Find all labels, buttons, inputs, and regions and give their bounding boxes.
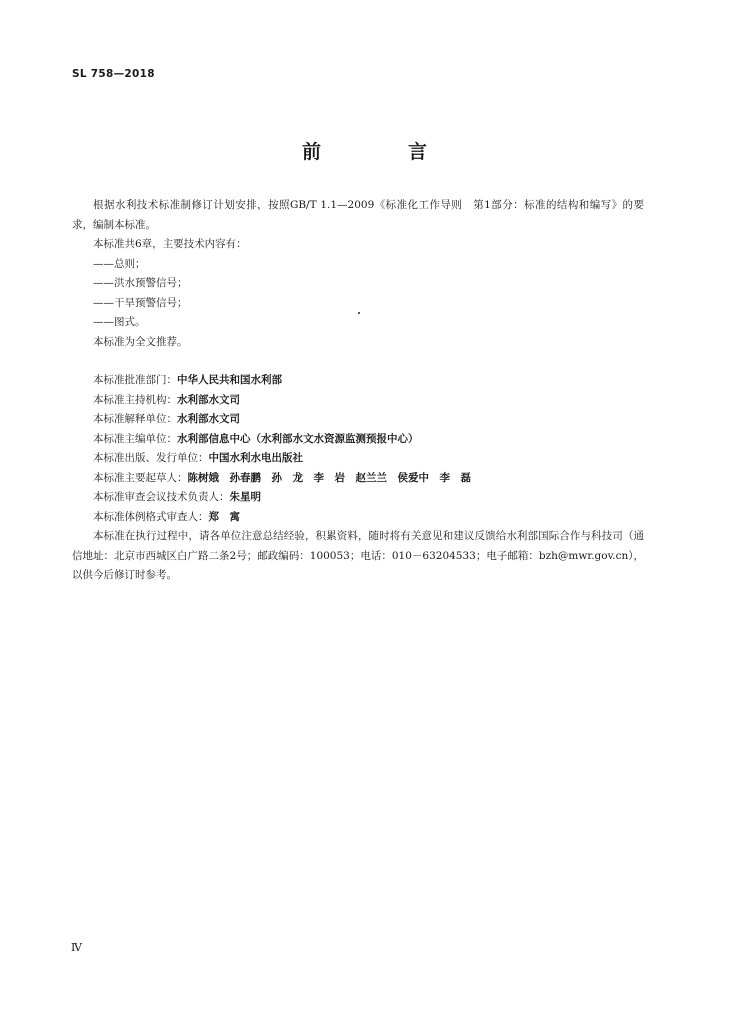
print-speck xyxy=(358,312,360,314)
approval-dept-row xyxy=(72,371,644,391)
chapters-line: 本标准共6章，主要技术内容有： xyxy=(93,238,247,250)
info-value: 陈树娥 孙春鹏 孙 龙 李 岩 赵兰兰 侯爱中 李 磊 xyxy=(187,471,471,484)
info-value: 朱星明 xyxy=(229,491,261,503)
interpretation-unit-row xyxy=(72,410,644,430)
info-value: 水利部水文司 xyxy=(177,413,240,425)
host-org-row xyxy=(72,391,644,411)
info-label: 本标准主持机构： xyxy=(93,393,177,406)
standard-code-header: SL 758—2018 xyxy=(72,68,155,80)
info-label: 本标准解释单位： xyxy=(93,413,177,425)
info-label: 本标准批准部门： xyxy=(93,374,177,386)
info-label: 本标准出版、发行单位： xyxy=(93,452,209,464)
info-label: 本标准审查会议技术负责人： xyxy=(93,491,230,503)
feedback-paragraph: 本标准在执行过程中，请各单位注意总结经验，积累资料，随时将有关意见和建议反馈给水利部国际合作与科技司（通信地址：北京市西城区白广路二条2号；邮政编码：100053；电话：010－63204533；电子邮箱：bzh@mwr.gov.cn），以供今后修订时参考。 xyxy=(72,530,644,581)
spacer xyxy=(72,352,644,371)
info-label: 本标准主要起草人： xyxy=(93,471,188,484)
publisher-row xyxy=(72,449,644,469)
info-value: 中国水利水电出版社 xyxy=(208,452,303,464)
info-value: 中华人民共和国水利部 xyxy=(177,374,282,386)
page-title: 前 言 xyxy=(301,141,461,163)
content-item: ——洪水预警信号； xyxy=(93,277,188,289)
content-item: ——总则； xyxy=(93,257,146,270)
preface-body xyxy=(72,196,644,586)
page-number: Ⅳ xyxy=(71,941,82,954)
format-reviewer-row xyxy=(72,508,644,528)
info-value: 水利部信息中心（水利部水文水资源监测预报中心） xyxy=(177,432,419,445)
info-value: 水利部水文司 xyxy=(177,393,240,406)
intro-paragraph: 根据水利技术标准制修订计划安排，按照GB/T 1.1—2009《标准化工作导则 第1部分：标准的结构和编写》的要求，编制本标准。 xyxy=(72,199,644,231)
drafters-row xyxy=(72,469,644,489)
review-lead-row xyxy=(72,488,644,508)
recommendation-line: 本标准为全文推荐。 xyxy=(93,335,188,348)
info-label: 本标准主编单位： xyxy=(93,432,177,445)
chief-editor-unit-row xyxy=(72,430,644,450)
info-value: 郑 寓 xyxy=(208,510,240,523)
info-label: 本标准体例格式审查人： xyxy=(93,510,209,523)
content-item: ——干旱预警信号； xyxy=(93,296,188,309)
content-item: ——图式。 xyxy=(93,316,146,328)
